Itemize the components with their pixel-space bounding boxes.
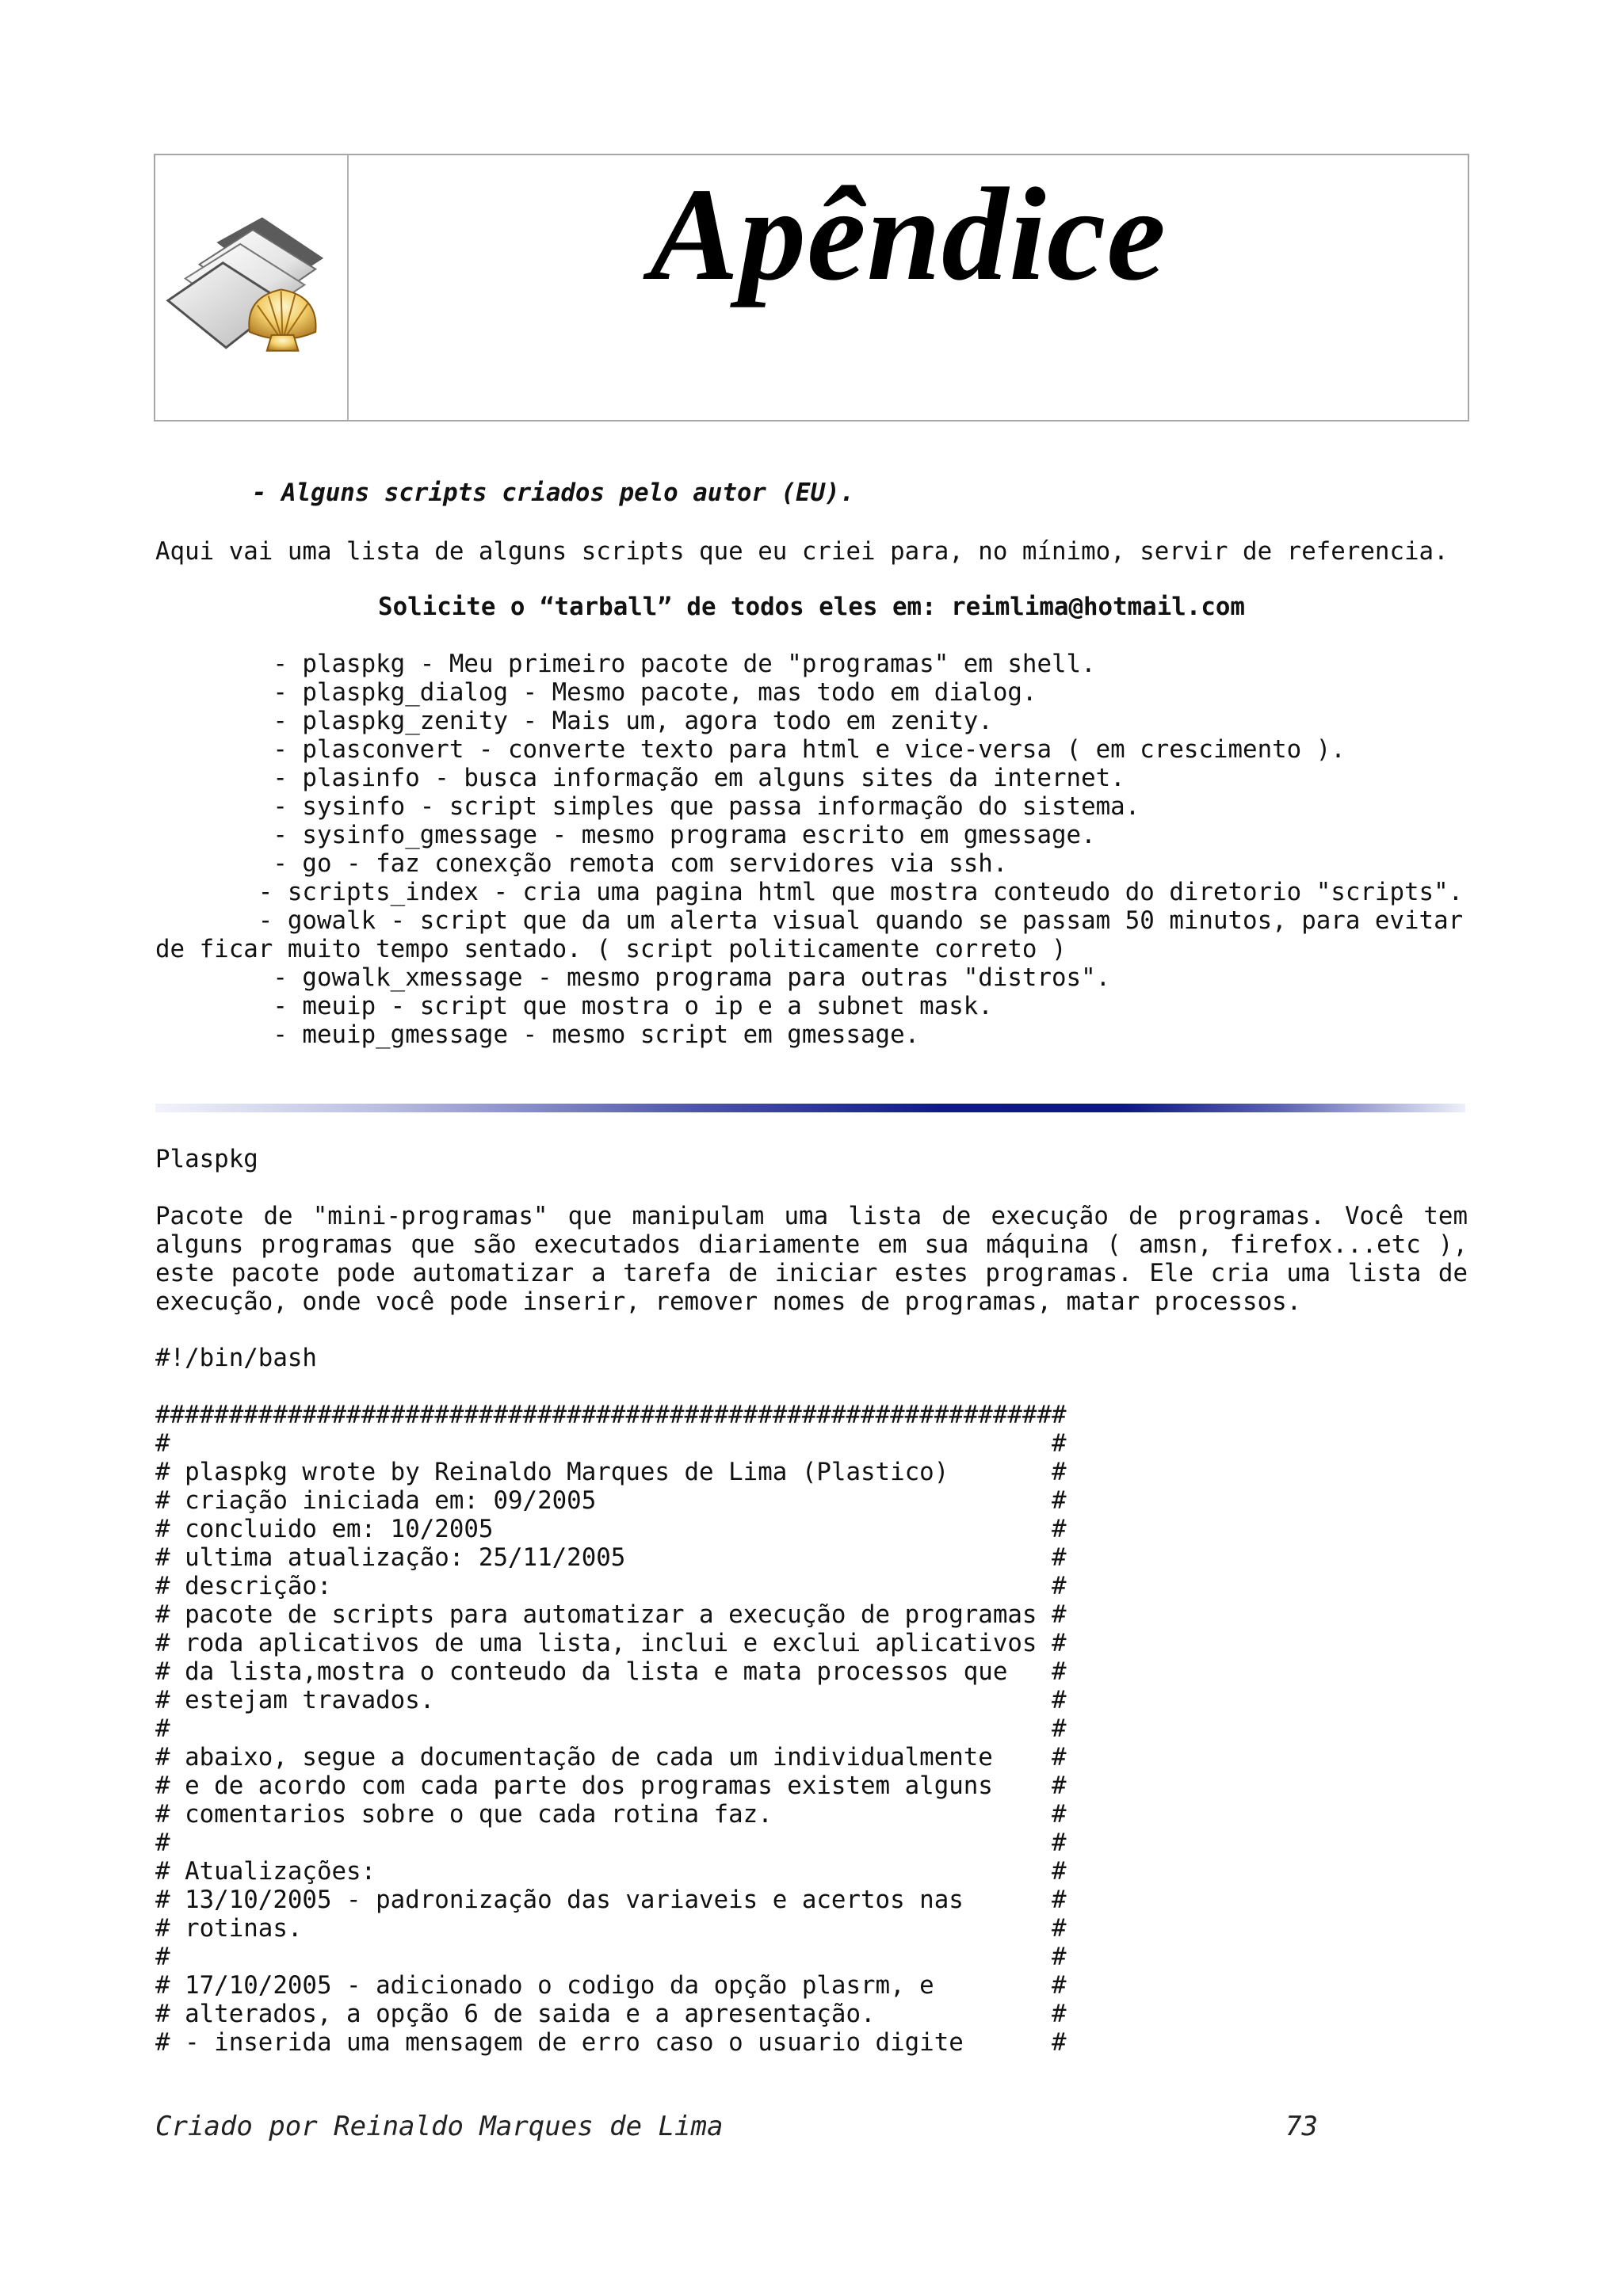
code-line-text: # 13/10/2005 - padronização das variaveis e acertos nas [155, 1886, 964, 1914]
code-rule-line: ############################################################## [155, 1401, 1067, 1429]
code-line-text: # estejam travados. [155, 1686, 435, 1714]
code-line-end: # [1052, 1971, 1067, 2000]
code-line [155, 1800, 1067, 1829]
code-line-end: # [1052, 1543, 1067, 1572]
code-line-text: # e de acordo com cada parte dos programas existem alguns [155, 1772, 993, 1800]
code-line [155, 1914, 1067, 1943]
code-line [155, 1458, 1067, 1486]
code-line-end: # [1052, 1914, 1067, 1943]
paragraph-line: alguns programas que são executados diariamente em sua máquina ( amsn, firefox...etc ), [155, 1230, 1468, 1259]
code-line-end: # [1052, 1886, 1067, 1914]
code-line-text: # [155, 1829, 170, 1857]
code-line-text: # Atualizações: [155, 1857, 376, 1886]
code-line-text: # criação iniciada em: 09/2005 [155, 1486, 597, 1515]
list-item: - gowalk - script que da um alerta visual quando se passam 50 minutos, para evitar [155, 906, 1464, 935]
code-line-end: # [1052, 1600, 1067, 1629]
code-line [155, 2028, 1067, 2057]
code-line [155, 1600, 1067, 1629]
code-shebang: #!/bin/bash [155, 1344, 317, 1372]
code-line-end: # [1052, 1714, 1067, 1743]
list-item: - plasconvert - converte texto para html e vice-versa ( em crescimento ). [155, 735, 1346, 764]
paragraph-line: este pacote pode automatizar a tarefa de iniciar estes programas. Ele cria uma lista de [155, 1259, 1468, 1287]
list-item-continuation: de ficar muito tempo sentado. ( script politicamente correto ) [155, 935, 1067, 963]
code-line [155, 1857, 1067, 1886]
code-line [155, 1572, 1067, 1600]
list-item: - meuip - script que mostra o ip e a subnet mask. [155, 992, 993, 1020]
code-line [155, 1657, 1067, 1686]
code-line [155, 1971, 1067, 2000]
scripts-list [155, 650, 1468, 1049]
code-line-end: # [1052, 1686, 1067, 1714]
code-line-text: # plaspkg wrote by Reinaldo Marques de Lima (Plastico) [155, 1458, 949, 1486]
list-item: - plasinfo - busca informação em alguns sites da internet. [155, 764, 1125, 792]
list-item: - sysinfo_gmessage - mesmo programa escrito em gmessage. [155, 821, 1096, 849]
code-comment-block [155, 1401, 1468, 2057]
code-line-text: # [155, 1714, 170, 1743]
code-line [155, 1543, 1067, 1572]
appendix-header-box [154, 154, 1469, 421]
list-item: - meuip_gmessage - mesmo script em gmessage. [155, 1020, 920, 1049]
plaspkg-description [155, 1202, 1468, 1316]
list-item: - plaspkg_dialog - Mesmo pacote, mas todo em dialog. [155, 678, 1037, 707]
intro-text: Aqui vai uma lista de alguns scripts que eu criei para, no mínimo, servir de referencia. [155, 537, 1449, 566]
code-line [155, 1629, 1067, 1657]
code-line [155, 1515, 1067, 1543]
code-line-end: # [1052, 1943, 1067, 1971]
code-line [155, 1943, 1067, 1971]
code-line-text: # alterados, a opção 6 de saida e a apresentação. [155, 2000, 876, 2028]
code-line-text: # ultima atualização: 25/11/2005 [155, 1543, 626, 1572]
code-line-end: # [1052, 1772, 1067, 1800]
code-line-end: # [1052, 1629, 1067, 1657]
code-line [155, 1743, 1067, 1772]
section-heading: - Alguns scripts criados pelo autor (EU). [252, 479, 855, 507]
list-item: - scripts_index - cria uma pagina html que mostra conteudo do diretorio "scripts". [155, 878, 1464, 906]
list-item: - go - faz conexção remota com servidores via ssh. [155, 849, 1008, 878]
code-line [155, 1429, 1067, 1458]
tarball-request: Solicite o “tarball” de todos eles em: reimlima@hotmail.com [378, 593, 1245, 621]
code-line-text: # - inserida uma mensagem de erro caso o usuario digite [155, 2028, 964, 2057]
code-line [155, 1486, 1067, 1515]
code-line-text: # [155, 1943, 170, 1971]
code-line-end: # [1052, 2000, 1067, 2028]
code-line [155, 1772, 1067, 1800]
section-divider [155, 1104, 1465, 1112]
code-line [155, 2000, 1067, 2028]
code-line-end: # [1052, 1743, 1067, 1772]
code-line-end: # [1052, 1486, 1067, 1515]
code-line-end: # [1052, 2028, 1067, 2057]
code-line-end: # [1052, 1572, 1067, 1600]
code-line-end: # [1052, 1429, 1067, 1458]
list-item: - gowalk_xmessage - mesmo programa para outras "distros". [155, 963, 1111, 992]
code-line-text: # pacote de scripts para automatizar a execução de programas [155, 1600, 1037, 1629]
code-line-text: # da lista,mostra o conteudo da lista e mata processos que [155, 1657, 1008, 1686]
code-line-end: # [1052, 1458, 1067, 1486]
code-line-text: # [155, 1429, 170, 1458]
list-item: - plaspkg_zenity - Mais um, agora todo em zenity. [155, 707, 993, 735]
paragraph-line: Pacote de "mini-programas" que manipulam uma lista de execução de programas. Você tem [155, 1202, 1468, 1230]
footer-author: Criado por Reinaldo Marques de Lima [155, 2111, 724, 2142]
list-item: - plaspkg - Meu primeiro pacote de "programas" em shell. [155, 650, 1096, 678]
code-line-end: # [1052, 1515, 1067, 1543]
code-line [155, 1886, 1067, 1914]
paragraph-line: execução, onde você pode inserir, remover nomes de programas, matar processos. [155, 1287, 1302, 1316]
page-number: 73 [1285, 2111, 1318, 2142]
code-line [155, 1829, 1067, 1857]
code-line-text: # comentarios sobre o que cada rotina faz. [155, 1800, 773, 1829]
code-line-text: # roda aplicativos de uma lista, inclui e exclui aplicativos [155, 1629, 1037, 1657]
list-item: - sysinfo - script simples que passa informação do sistema. [155, 792, 1140, 821]
code-line-end: # [1052, 1800, 1067, 1829]
page-title: Apêndice [650, 161, 1167, 308]
code-line-end: # [1052, 1857, 1067, 1886]
code-line-text: # abaixo, segue a documentação de cada um individualmente [155, 1743, 993, 1772]
code-line-text: # descrição: [155, 1572, 332, 1600]
code-line-end: # [1052, 1657, 1067, 1686]
code-line-text: # 17/10/2005 - adicionado o codigo da opção plasrm, e [155, 1971, 934, 2000]
code-line [155, 1714, 1067, 1743]
code-line-text: # rotinas. [155, 1914, 303, 1943]
code-line [155, 1686, 1067, 1714]
code-line-text: # concluido em: 10/2005 [155, 1515, 494, 1543]
folder-with-shell-icon [162, 212, 334, 358]
code-line-end: # [1052, 1829, 1067, 1857]
plaspkg-title: Plaspkg [155, 1145, 258, 1173]
